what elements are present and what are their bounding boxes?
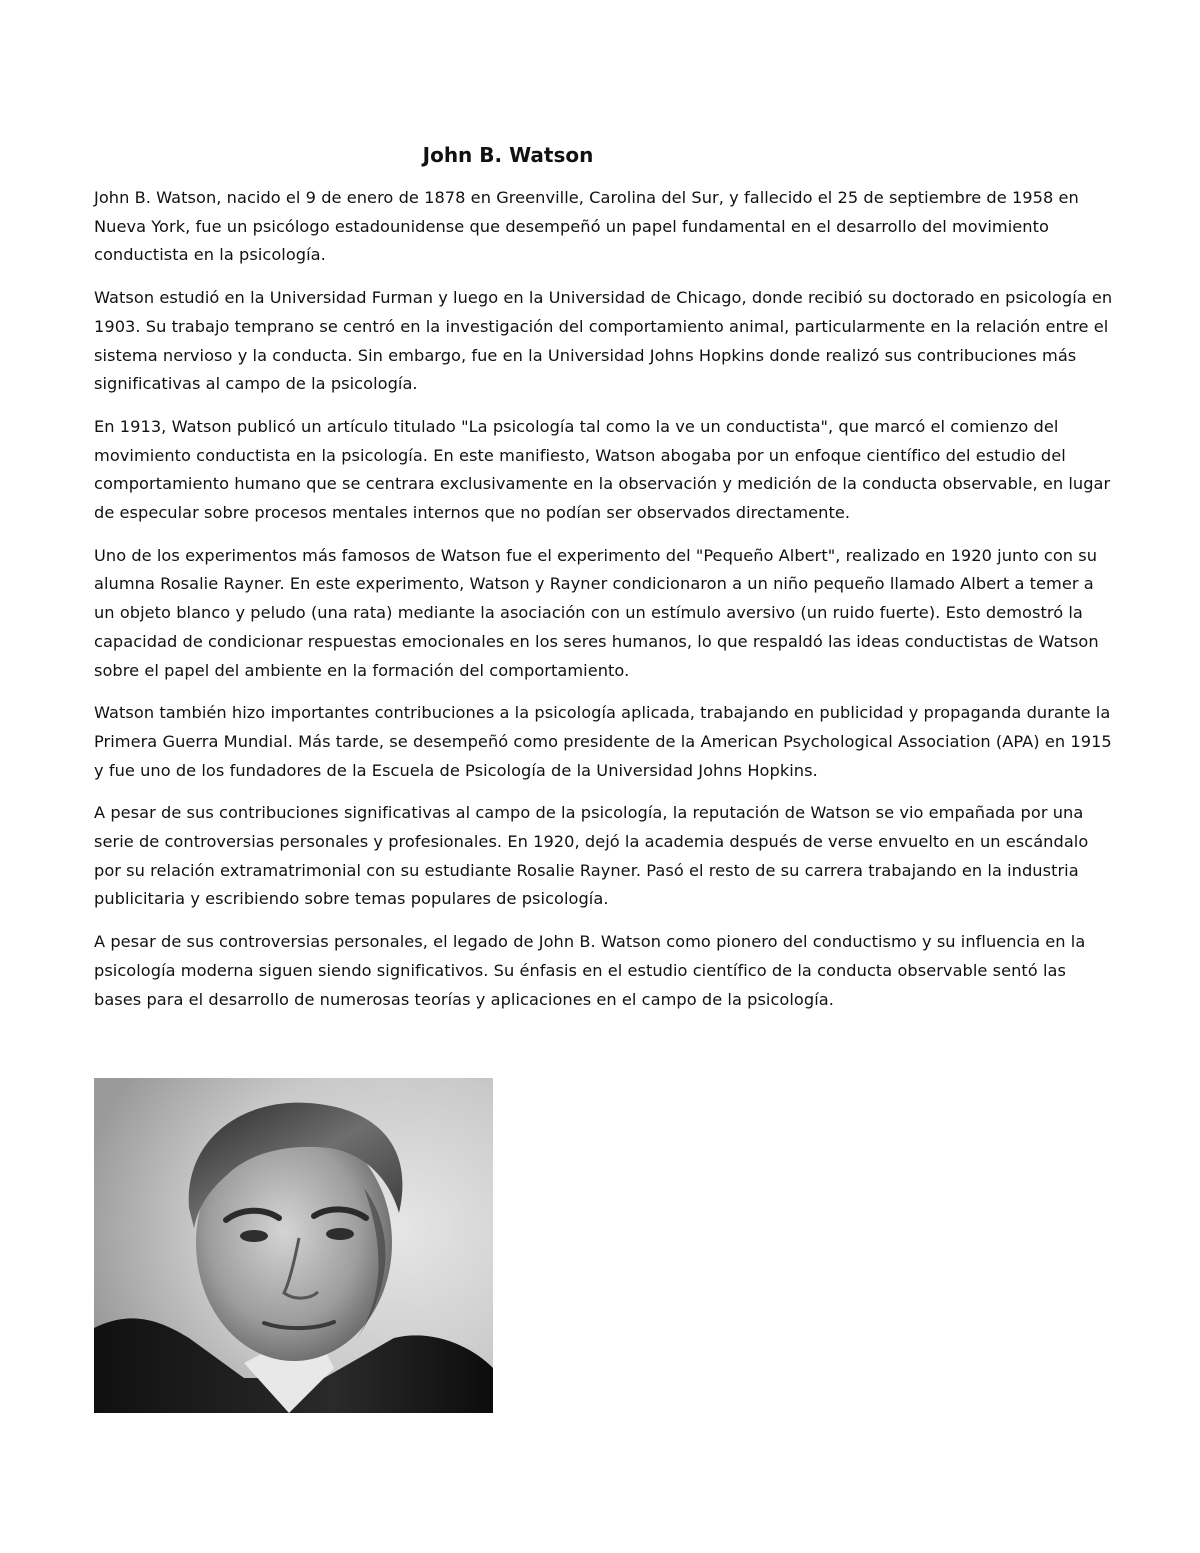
portrait-photo bbox=[94, 1078, 493, 1413]
portrait-image bbox=[94, 1078, 493, 1413]
paragraph-education: Watson estudió en la Universidad Furman y luego en la Universidad de Chicago, donde recibió su doctorado en psicología en 1903. Su trabajo temprano se centró en la investigación del comportamiento animal, particularmente en la relación entre el sistema nervioso y la conducta. Sin embargo, fue en la Universidad Johns Hopkins donde realizó sus contribuciones más significativas al campo de la psicología. bbox=[94, 288, 1113, 394]
paragraph-applied-psychology: Watson también hizo importantes contribuciones a la psicología aplicada, trabajando en publicidad y propaganda durante la Primera Guerra Mundial. Más tarde, se desempeñó como presidente de la American Psychological Association (APA) en 1915 y fue uno de los fundadores de la Escuela de Psicología de la Universidad Johns Hopkins. bbox=[94, 703, 1112, 780]
paragraph-little-albert: Uno de los experimentos más famosos de Watson fue el experimento del "Pequeño Albert", realizado en 1920 junto con su alumna Rosalie Rayner. En este experimento, Watson y Rayner condicionaron a un niño pequeño llamado Albert a temer a un objeto blanco y peludo (una rata) mediante la asociación con un estímulo aversivo (un ruido fuerte). Esto demostró la capacidad de condicionar respuestas emocionales en los seres humanos, lo que respaldó las ideas conductistas de Watson sobre el papel del ambiente en la formación del comportamiento. bbox=[94, 545, 1099, 680]
paragraph-controversies: A pesar de sus contribuciones significativas al campo de la psicología, la reputación de Watson se vio empañada por una serie de controversias personales y profesionales. En 1920, dejó la academia después de verse envuelto en un escándalo por su relación extramatrimonial con su estudiante Rosalie Rayner. Pasó el resto de su carrera trabajando en la industria publicitaria y escribiendo sobre temas populares de psicología. bbox=[94, 803, 1089, 909]
paragraph-manifesto: En 1913, Watson publicó un artículo titulado "La psicología tal como la ve un conductista", que marcó el comienzo del movimiento conductista en la psicología. En este manifiesto, Watson abogaba por un enfoque científico del estudio del comportamiento humano que se centrara exclusivamente en la observación y medición de la conducta observable, en lugar de especular sobre procesos mentales internos que no podían ser observados directamente. bbox=[94, 416, 1111, 523]
paragraph-birth-death: John B. Watson, nacido el 9 de enero de 1878 en Greenville, Carolina del Sur, y fallecido el 25 de septiembre de 1958 en Nueva York, fue un psicólogo estadounidense que desempeñó un papel fundamental en el desarrollo del movimiento conductista en la psicología. bbox=[94, 188, 1079, 265]
paragraph-legacy: A pesar de sus controversias personales, el legado de John B. Watson como pionero del conductismo y su influencia en la psicología moderna siguen siendo significativos. Su énfasis en el estudio científico de la conducta observable sentó las bases para el desarrollo de numerosas teorías y aplicaciones en el campo de la psicología. bbox=[94, 932, 1086, 1009]
document-title: John B. Watson bbox=[422, 143, 594, 167]
document-body bbox=[94, 184, 1114, 1028]
